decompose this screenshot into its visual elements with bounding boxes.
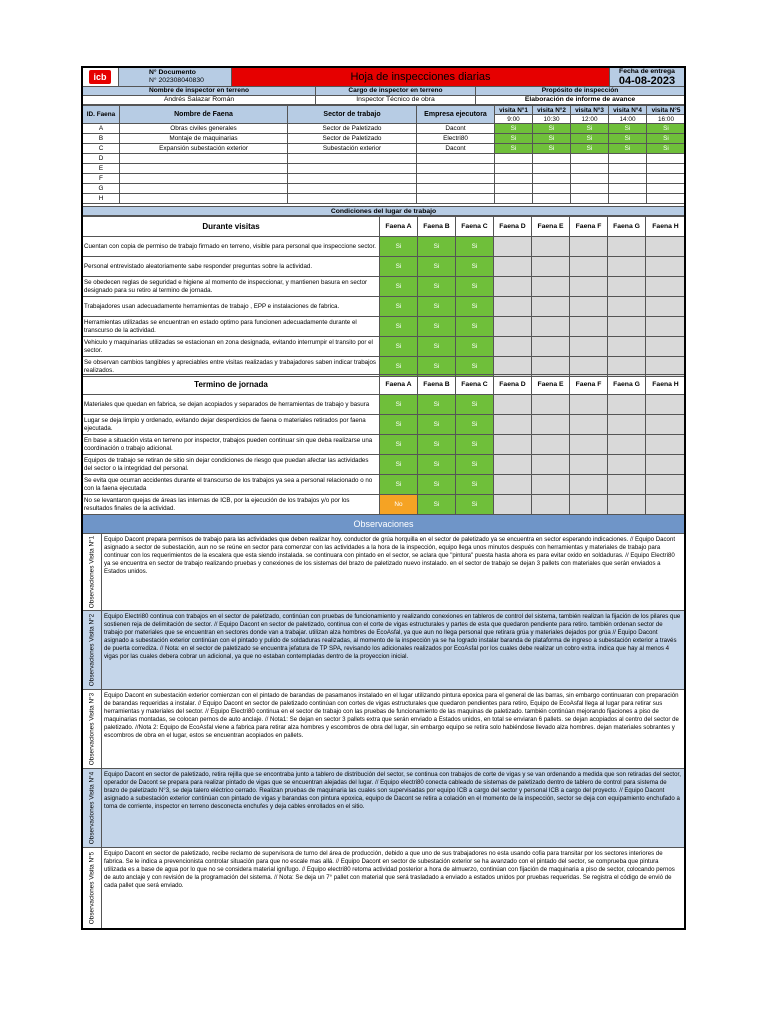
criteria-empty xyxy=(608,455,646,475)
criteria-text: Herramientas utilizadas se encuentran en estado optimo para funcionen adecuadamente durante el transcurso de la actividad. xyxy=(83,317,380,337)
criteria-empty xyxy=(494,257,532,277)
criteria-row xyxy=(83,475,686,495)
criteria-status: Si xyxy=(456,277,494,297)
observaciones-title: Observaciones xyxy=(83,514,684,533)
visit-status xyxy=(533,174,571,184)
observation-label-cell xyxy=(83,690,102,768)
visit-status xyxy=(647,164,686,174)
col-id-faena: ID. Faena xyxy=(83,106,120,124)
termino-table xyxy=(82,374,686,515)
criteria-empty xyxy=(494,237,532,257)
criteria-empty xyxy=(608,337,646,357)
criteria-status: Si xyxy=(456,297,494,317)
visit-status: Si xyxy=(609,134,647,144)
criteria-row xyxy=(83,455,686,475)
criteria-empty xyxy=(532,237,570,257)
page-title: Hoja de inspecciones diarias xyxy=(350,71,491,83)
doc-number: N° 202308040830 xyxy=(149,77,204,84)
faena-sector: Sector de Paletizado xyxy=(288,124,417,134)
faena-name: Montaje de maquinarias xyxy=(120,134,288,144)
criteria-row xyxy=(83,257,686,277)
observation-text: Equipo Dacont prepara permisos de trabajo para las actividades que deben realizar hoy. conductor de grúa horquilla en el sector de paletizado ya se encuentra en sector esperando indicaciones. // Equipo Dacont asignado a sector de subestación, aun no se reúne en sector para comenzar con las actividades a la hora de la inspección, equipo llega unos minutos después con herramientas y materiales de trabajo para continuar con los requerimientos de la escalera que esta siendo instalada. se continuara con pintado en el sector, se aclara que "pintura" puesta hasta ahora es para evitar oxido en soldaduras. // Equipo Electri80 ya se encuentra en sector de trabajo realizando pruebas y conexiones de los sistemas del brazo de paletizado nuevo instalado. en el sector de trabajo se dejan 3 pallets con materiales que serán enviados a Estados unidos. xyxy=(104,536,676,576)
visit-status xyxy=(609,154,647,164)
criteria-empty xyxy=(608,297,646,317)
criteria-row xyxy=(83,337,686,357)
col-sector: Sector de trabajo xyxy=(288,106,417,124)
criteria-empty xyxy=(532,257,570,277)
visit-status: Si xyxy=(571,124,609,134)
criteria-empty xyxy=(608,257,646,277)
criteria-empty xyxy=(608,277,646,297)
criteria-status: Si xyxy=(418,495,456,515)
inspector-label: Nombre de inspector en terreno xyxy=(83,87,316,96)
visit-status xyxy=(533,164,571,174)
criteria-empty xyxy=(532,297,570,317)
criteria-status: Si xyxy=(418,435,456,455)
cargo-label: Cargo de inspector en terreno xyxy=(316,87,476,96)
observation-label: Observaciones Visita N°2 xyxy=(88,613,96,687)
criteria-empty xyxy=(570,495,608,515)
proposito-value: Elaboración de informe de avance xyxy=(476,96,684,105)
visit-time: 10:30 xyxy=(533,115,571,124)
criteria-status: Si xyxy=(380,337,418,357)
criteria-text: Se evita que ocurran accidentes durante el transcurso de los trabajos ya sea a personal relacionado o no con la faena ejecutada xyxy=(83,475,380,495)
criteria-empty xyxy=(532,475,570,495)
inspector-value: Andrés Salazar Román xyxy=(83,96,316,105)
proposito-label: Propósito de inspección xyxy=(476,87,684,96)
faena-empresa xyxy=(417,184,495,194)
date-value: 04-08-2023 xyxy=(618,75,676,87)
visit-status: Si xyxy=(495,144,533,154)
criteria-status: Si xyxy=(380,395,418,415)
criteria-empty xyxy=(532,435,570,455)
visit-status xyxy=(647,184,686,194)
criteria-status: Si xyxy=(456,337,494,357)
col-faena: Faena B xyxy=(418,217,456,237)
criteria-status: Si xyxy=(380,237,418,257)
criteria-empty xyxy=(646,337,686,357)
col-faena: Faena C xyxy=(456,375,494,395)
visit-status xyxy=(495,194,533,204)
criteria-status: Si xyxy=(418,337,456,357)
faena-row xyxy=(83,124,686,134)
col-faena: Faena D xyxy=(494,375,532,395)
faena-id: G xyxy=(83,184,120,194)
faena-sector xyxy=(288,194,417,204)
criteria-status: Si xyxy=(380,257,418,277)
visit-status xyxy=(571,174,609,184)
visit-status xyxy=(609,194,647,204)
observation-label: Observaciones Visita N°4 xyxy=(88,771,96,845)
inspection-sheet xyxy=(81,66,686,930)
criteria-status: Si xyxy=(380,435,418,455)
criteria-status: No xyxy=(380,495,418,515)
criteria-empty xyxy=(646,455,686,475)
faena-sector: Subestación exterior xyxy=(288,144,417,154)
visit-status: Si xyxy=(495,134,533,144)
observation-label-cell xyxy=(83,534,102,610)
criteria-text: Vehiculo y maquinarias utilizadas se estacionan en zona designada, evitando interrumpir el transito por el sector. xyxy=(83,337,380,357)
termino-title: Termino de jornada xyxy=(83,375,380,395)
col-faena: Faena E xyxy=(532,217,570,237)
criteria-empty xyxy=(570,297,608,317)
criteria-empty xyxy=(646,395,686,415)
criteria-text: Cuentan con copia de permiso de trabajo firmado en terreno, visible para personal que inspeccione sector. xyxy=(83,237,380,257)
icb-logo-icon: icb xyxy=(89,70,111,84)
observation-label-cell xyxy=(83,848,102,928)
observation-label: Observaciones Visita N°1 xyxy=(88,535,96,609)
faena-name xyxy=(120,184,288,194)
criteria-empty xyxy=(570,455,608,475)
observation-text: Equipo Dacont en sector de paletizado, retira rejilla que se encontraba junto a tablero de distribución del sector, se continua con trabajos de corte de vigas y se van ordenando a medida que son retiradas del sector, operador de Dacont se prepara para realizar pintado de vigas que se encuentran alejadas del lugar. // Equipo electri80 conecta cableado de sistemas de paletizado dentro de tablero de control para sistema de brazo de paletizado N°3, se deja talero eléctrico cerrado. Realizan pruebas de maquinaria las cuales son supervisadas por equipo ICB a cargo del sector y personal ICB a cargo del proyecto. // Equipo Dacont asignado a subestación exterior continúan con pintado de vigas y barandas con pintura epoxica, equipo de Dacont se retira a colación en el momento de la inspección, sector se deja con equipamiento enchufado a toma de corriente, inspector en terreno desconecta enchufes y deja cables enrollados en el sitio. xyxy=(104,771,681,811)
visit-status xyxy=(647,154,686,164)
criteria-empty xyxy=(532,415,570,435)
criteria-status: Si xyxy=(418,475,456,495)
criteria-empty xyxy=(570,435,608,455)
faena-row xyxy=(83,194,686,204)
col-faena: Faena A xyxy=(380,375,418,395)
criteria-empty xyxy=(570,237,608,257)
criteria-status: Si xyxy=(456,495,494,515)
visit-status: Si xyxy=(533,124,571,134)
faena-sector xyxy=(288,174,417,184)
faena-id: C xyxy=(83,144,120,154)
criteria-empty xyxy=(494,277,532,297)
criteria-row xyxy=(83,237,686,257)
visit-status xyxy=(609,184,647,194)
criteria-empty xyxy=(646,475,686,495)
criteria-status: Si xyxy=(456,395,494,415)
faena-empresa xyxy=(417,194,495,204)
criteria-status: Si xyxy=(418,277,456,297)
criteria-empty xyxy=(494,455,532,475)
criteria-empty xyxy=(532,395,570,415)
col-faena: Faena C xyxy=(456,217,494,237)
criteria-empty xyxy=(494,475,532,495)
doc-number-cell xyxy=(119,68,232,87)
criteria-empty xyxy=(570,415,608,435)
col-faena: Faena H xyxy=(646,217,686,237)
visit-status xyxy=(533,154,571,164)
visit-status: Si xyxy=(571,134,609,144)
visit-label: visita N°5 xyxy=(647,106,686,115)
criteria-status: Si xyxy=(456,435,494,455)
criteria-row xyxy=(83,435,686,455)
criteria-empty xyxy=(570,257,608,277)
date-label: Fecha de entrega xyxy=(619,68,675,75)
faena-row xyxy=(83,164,686,174)
criteria-text: No se levantaron quejas de áreas las internas de ICB, por la ejecución de los trabajos y/o por los resultados finales de la actividad. xyxy=(83,495,380,515)
criteria-status: Si xyxy=(418,357,456,377)
visit-status xyxy=(571,184,609,194)
criteria-empty xyxy=(532,317,570,337)
faena-id: A xyxy=(83,124,120,134)
visit-label: visita N°3 xyxy=(571,106,609,115)
criteria-empty xyxy=(646,257,686,277)
visit-status: Si xyxy=(647,124,686,134)
conditions-title: Condiciones del lugar de trabajo xyxy=(83,206,684,216)
criteria-empty xyxy=(646,317,686,337)
criteria-text: En base a situación vista en terreno por inspector, trabajos pueden continuar sin que deba realizarse una coordinación o trabajo adicional. xyxy=(83,435,380,455)
visit-label: visita N°4 xyxy=(609,106,647,115)
criteria-status: Si xyxy=(418,455,456,475)
criteria-empty xyxy=(494,297,532,317)
criteria-empty xyxy=(608,317,646,337)
col-faena: Faena B xyxy=(418,375,456,395)
faena-id: D xyxy=(83,154,120,164)
criteria-status: Si xyxy=(456,237,494,257)
faena-empresa xyxy=(417,174,495,184)
observation-label: Observaciones Visita N°3 xyxy=(88,692,96,766)
observation-block xyxy=(83,768,684,847)
criteria-status: Si xyxy=(380,317,418,337)
criteria-row xyxy=(83,317,686,337)
observation-text: Equipo Electri80 continua con trabajos en el sector de paletizado, continúan con pruebas de funcionamiento y realizando conexiones en tableros de control del sistema, también realizan la fijación de los pilares que sostienen reja de delimitación de sector. // Equipo Dacont en sector de paletizado, continua con el corte de vigas estructurales y partes de esta que quedaron pendiente para retiro. también ordenan sector de trabajo por materiales que se encuentran en sectores donde van a trabajar. utilizan alza hombres de EcoAsfal, ya que aun no llega personal que retirara grúa y materiales dejados por grúa // Equipo Dacont asignado a subestación exterior continúan con el pintado y pulido de soldaduras realizadas, al momento de la inspección ya se ha logrado instalar baranda de plataforma de ingreso a subestación exterior a través de puerta corrediza. // Nota: en el sector de paletizado se encuentra jefatura de TP SPA, revisando los adicionales realizados por EcoAsfal por los cuales debe realizar un cobro extra. indica que hay al menos 4 vigas por las cuales debera cobrar un adicional, ya que no estaban contempladas dentro de la proyeccion inicial. xyxy=(104,613,681,661)
faena-empresa xyxy=(417,154,495,164)
visit-time: 9:00 xyxy=(495,115,533,124)
visit-status: Si xyxy=(571,144,609,154)
criteria-status: Si xyxy=(418,317,456,337)
faena-id: H xyxy=(83,194,120,204)
criteria-status: Si xyxy=(380,357,418,377)
faena-sector xyxy=(288,154,417,164)
criteria-status: Si xyxy=(380,297,418,317)
observation-block xyxy=(83,533,684,610)
criteria-empty xyxy=(608,435,646,455)
col-faena: Faena H xyxy=(646,375,686,395)
criteria-empty xyxy=(646,435,686,455)
faena-empresa: Dacont xyxy=(417,124,495,134)
criteria-empty xyxy=(570,277,608,297)
visit-status: Si xyxy=(533,144,571,154)
durante-title: Durante visitas xyxy=(83,217,380,237)
faena-name xyxy=(120,174,288,184)
criteria-status: Si xyxy=(418,257,456,277)
visit-status: Si xyxy=(647,134,686,144)
visit-status xyxy=(533,194,571,204)
criteria-text: Trabajadores usan adecuadamente herramientas de trabajo , EPP e instalaciones de fabrica. xyxy=(83,297,380,317)
visit-status xyxy=(495,184,533,194)
criteria-empty xyxy=(494,395,532,415)
observation-label-cell xyxy=(83,611,102,689)
criteria-status: Si xyxy=(456,257,494,277)
criteria-text: Se observan cambios tangibles y apreciables entre visitas realizadas y trabajadores saben indicar trabajos realizados. xyxy=(83,357,380,377)
criteria-empty xyxy=(494,317,532,337)
criteria-status: Si xyxy=(418,237,456,257)
faena-row xyxy=(83,154,686,164)
criteria-text: Equipos de trabajo se retiran de sitio sin dejar condiciones de riesgo que puedan afectar las actividades del sector o la integridad del personal. xyxy=(83,455,380,475)
visit-status xyxy=(571,154,609,164)
visit-status xyxy=(495,164,533,174)
visit-status: Si xyxy=(495,124,533,134)
criteria-empty xyxy=(494,415,532,435)
cargo-value: Inspector Técnico de obra xyxy=(316,96,476,105)
criteria-row xyxy=(83,495,686,515)
col-faena: Faena F xyxy=(570,375,608,395)
col-faena: Faena F xyxy=(570,217,608,237)
visit-status xyxy=(495,154,533,164)
faena-name: Obras civiles generales xyxy=(120,124,288,134)
criteria-empty xyxy=(532,337,570,357)
observation-label: Observaciones Visita N°5 xyxy=(88,851,96,925)
visit-status xyxy=(571,164,609,174)
logo-cell xyxy=(83,68,119,87)
criteria-empty xyxy=(608,395,646,415)
criteria-status: Si xyxy=(456,475,494,495)
doc-label: N° Documento xyxy=(149,69,196,76)
criteria-text: Personal entrevistado aleatoriamente sabe responder preguntas sobre la actividad. xyxy=(83,257,380,277)
col-faena: Faena A xyxy=(380,217,418,237)
visit-status xyxy=(647,194,686,204)
criteria-status: Si xyxy=(380,455,418,475)
durante-table xyxy=(82,216,686,377)
faena-name xyxy=(120,164,288,174)
criteria-text: Materiales que quedan en fabrica, se dejan acopiados y separados de herramientas de trabajo y basura xyxy=(83,395,380,415)
criteria-status: Si xyxy=(456,317,494,337)
faenas-table xyxy=(82,105,686,204)
faena-row xyxy=(83,184,686,194)
visit-status xyxy=(609,174,647,184)
faena-name xyxy=(120,194,288,204)
title-cell xyxy=(232,68,610,87)
visit-status xyxy=(647,174,686,184)
criteria-status: Si xyxy=(456,415,494,435)
criteria-empty xyxy=(646,237,686,257)
criteria-empty xyxy=(646,415,686,435)
visit-status xyxy=(571,194,609,204)
visit-time: 16:00 xyxy=(647,115,686,124)
observation-block xyxy=(83,610,684,689)
criteria-empty xyxy=(608,237,646,257)
criteria-text: Lugar se deja limpio y ordenado, evitando dejar desperdicios de faena o materiales retirados por faena ejecutada. xyxy=(83,415,380,435)
criteria-empty xyxy=(646,495,686,515)
visit-status: Si xyxy=(647,144,686,154)
faena-row xyxy=(83,144,686,154)
visit-status: Si xyxy=(533,134,571,144)
criteria-empty xyxy=(608,495,646,515)
visit-status: Si xyxy=(609,124,647,134)
col-faena: Faena G xyxy=(608,375,646,395)
faena-name xyxy=(120,154,288,164)
criteria-row xyxy=(83,395,686,415)
criteria-empty xyxy=(608,475,646,495)
criteria-row xyxy=(83,277,686,297)
visit-status xyxy=(495,174,533,184)
criteria-row xyxy=(83,415,686,435)
col-empresa: Empresa ejecutora xyxy=(417,106,495,124)
criteria-empty xyxy=(608,415,646,435)
criteria-empty xyxy=(494,495,532,515)
criteria-empty xyxy=(494,435,532,455)
criteria-row xyxy=(83,297,686,317)
col-faena: Faena G xyxy=(608,217,646,237)
date-cell xyxy=(610,68,684,87)
criteria-empty xyxy=(494,337,532,357)
criteria-status: Si xyxy=(418,395,456,415)
visit-label: visita N°1 xyxy=(495,106,533,115)
criteria-text: Se obedecen reglas de seguridad e higiene al momento de inspeccionar, y mantienen basura en sector designado para su retiro al termino de jornada. xyxy=(83,277,380,297)
criteria-status: Si xyxy=(456,455,494,475)
faena-row xyxy=(83,134,686,144)
criteria-empty xyxy=(532,495,570,515)
faena-id: F xyxy=(83,174,120,184)
criteria-status: Si xyxy=(456,357,494,377)
col-nombre-faena: Nombre de Faena xyxy=(120,106,288,124)
criteria-empty xyxy=(646,277,686,297)
criteria-status: Si xyxy=(380,277,418,297)
criteria-status: Si xyxy=(380,475,418,495)
visit-status xyxy=(609,164,647,174)
criteria-empty xyxy=(570,475,608,495)
criteria-empty xyxy=(570,317,608,337)
faena-id: E xyxy=(83,164,120,174)
criteria-status: Si xyxy=(418,297,456,317)
faena-row xyxy=(83,174,686,184)
visit-time: 12:00 xyxy=(571,115,609,124)
criteria-empty xyxy=(532,277,570,297)
faena-sector: Sector de Paletizado xyxy=(288,134,417,144)
criteria-empty xyxy=(570,337,608,357)
faena-name: Expansión subestación exterior xyxy=(120,144,288,154)
col-faena: Faena D xyxy=(494,217,532,237)
faena-empresa: Electri80 xyxy=(417,134,495,144)
criteria-empty xyxy=(570,395,608,415)
observation-block xyxy=(83,847,684,928)
observation-text: Equipo Dacont en subestación exterior comienzan con el pintado de barandas de pasamanos instalado en el lugar utilizando pintura epoxica para el general de las barras, sin embargo continuaran con preparación de barandas requeridas a instalar. // Equipo Dacont en sector de paletizado continúan con cortes de vigas estructurales que quedaron pendientes para retiro, Equipo de EcoAsfal llega al lugar para retirar sus herramientas y materiales del sector. // Equipo Electri80 continua en el sector de trabajo con las pruebas de funcionamiento de las maquinas de paletizado. también continúan mejorando fijaciones a piso de maquinarias montadas, se colocan pernos de auto anclaje. // Nota1: Se dejan en sector 3 pallets extra que serán enviado a Estados unidos, en total se enviaran 6 pallets. se dejan acopiados al centro del sector de paletizado. //Nota 2: Equipo de EcoAsfal viene a fabrica para retirar alza hombres y escombros de obra del lugar, sin embargo equipo se retira solo habiéndose llevado alza hombres. dejan materiales sobrantes y escombros de obra en el lugar, estos se encuentran acopiados en pallets. xyxy=(104,692,679,740)
criteria-empty xyxy=(532,455,570,475)
faena-empresa xyxy=(417,164,495,174)
criteria-status: Si xyxy=(380,415,418,435)
visit-status: Si xyxy=(609,144,647,154)
col-faena: Faena E xyxy=(532,375,570,395)
visit-label: visita N°2 xyxy=(533,106,571,115)
observation-block xyxy=(83,689,684,768)
criteria-status: Si xyxy=(418,415,456,435)
criteria-empty xyxy=(646,297,686,317)
faena-sector xyxy=(288,184,417,194)
visit-status xyxy=(533,184,571,194)
visit-time: 14:00 xyxy=(609,115,647,124)
faena-sector xyxy=(288,164,417,174)
faena-empresa: Dacont xyxy=(417,144,495,154)
observation-text: Equipo Dacont en sector de paletizado, recibe reclamo de supervisora de turno del área de producción, debido a que uno de sus trabajadores no esta usando cofia para transitar por los sectores interiores de fabrica. Se le indica a prevencionista controlar situación para que no escale mas allá. // Equipo Dacont en sector de subestación exterior se ha avanzado con el pintado del sector, se comprueba que pintura utilizada es a base de agua por lo que no se considera material ignífugo. // Equipo electri80 retoma actividad posterior a hora de almuerzo, continúan con fijación de maquinaria a piso de sector, colocando pernos de auto anclaje y con revisión de la programación del sistema. // Nota: Se deja un 7° pallet con material que será trasladado a enviado a estados unidos por pruebas requeridas. Se registra el código de envió de cada pallet que será enviado. xyxy=(104,850,675,890)
observation-label-cell xyxy=(83,769,102,847)
faena-id: B xyxy=(83,134,120,144)
